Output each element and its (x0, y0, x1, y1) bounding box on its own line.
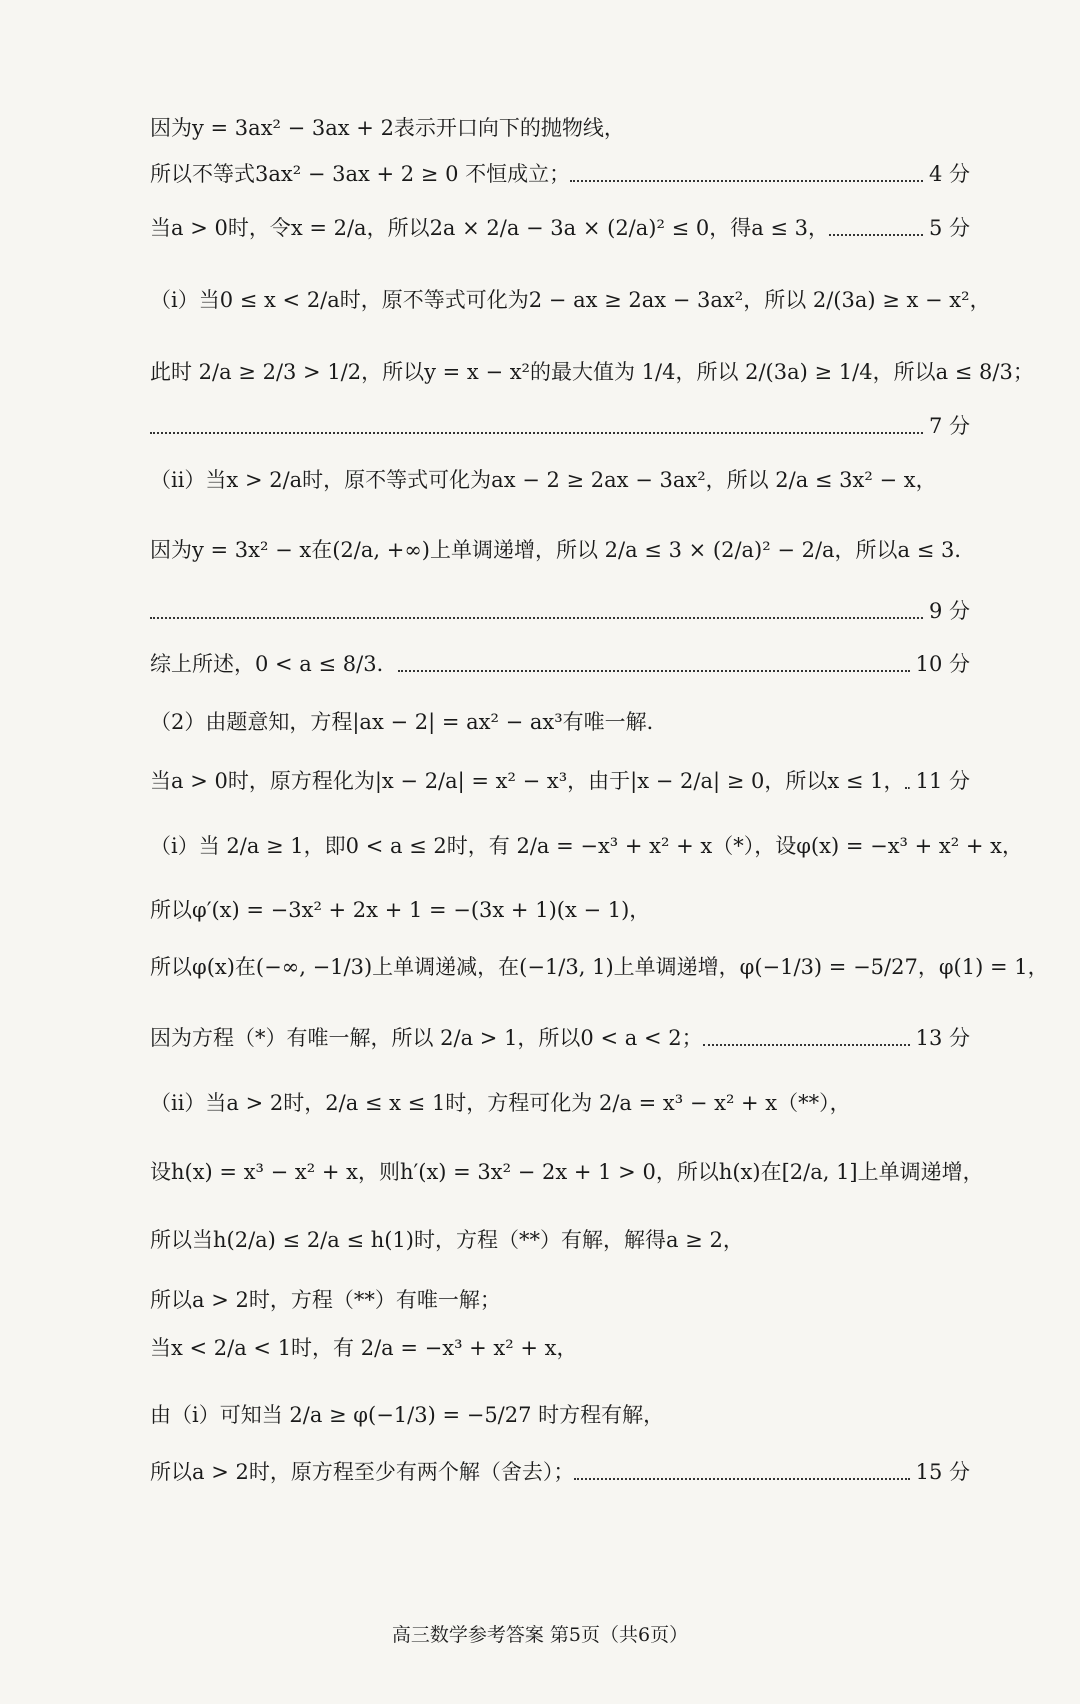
solution-line: 所以φ′(x) = −3x² + 2x + 1 = −(3x + 1)(x − 1)， (150, 898, 651, 922)
score-label: 13 分 (915, 1026, 970, 1050)
solution-line-scored (150, 410, 970, 440)
solution-line-scored: 所以不等式3ax² − 3ax + 2 ≥ 0 不恒成立； 4 分 (150, 158, 970, 188)
dot-leader (703, 1044, 910, 1046)
solution-line: （ii）当x > 2/a时，原不等式可化为ax − 2 ≥ 2ax − 3ax²，所以 2/a ≤ 3x² − x， (150, 468, 937, 492)
score-label: 7 分 (928, 414, 970, 438)
solution-line-scored: 因为方程（*）有唯一解，所以 2/a > 1，所以0 < a < 2； 13 分 (150, 1022, 970, 1052)
solution-line-scored: 综上所述，0 < a ≤ 8/3． 10 分 (150, 648, 970, 678)
solution-line: 此时 2/a ≥ 2/3 > 1/2，所以y = x − x²的最大值为 1/4，所以 2/(3a) ≥ 1/4，所以a ≤ 8/3； (150, 360, 1034, 384)
solution-line-scored (150, 595, 970, 625)
score-label: 9 分 (928, 599, 970, 623)
solution-line: 设h(x) = x³ − x² + x，则h′(x) = 3x² − 2x + 1 > 0，所以h(x)在[2/a, 1]上单调递增， (150, 1160, 984, 1184)
solution-line: 所以a > 2时，方程（**）有唯一解； (150, 1288, 501, 1312)
score-label: 5 分 (928, 216, 970, 240)
solution-line: 所以φ(x)在(−∞, −1/3)上单调递减，在(−1/3, 1)上单调递增，φ(−1/3) = −5/27，φ(1) = 1， (150, 955, 1049, 979)
solution-line: 因为y = 3ax² − 3ax + 2表示开口向下的抛物线， (150, 116, 625, 140)
dot-leader (150, 432, 923, 434)
score-label: 4 分 (928, 162, 970, 186)
dot-leader (570, 180, 923, 182)
solution-line: 当x < 2/a < 1时，有 2/a = −x³ + x² + x， (150, 1336, 578, 1360)
score-label: 10 分 (915, 652, 970, 676)
score-label: 15 分 (915, 1460, 970, 1484)
solution-line: 由（i）可知当 2/a ≥ φ(−1/3) = −5/27 时方程有解， (150, 1403, 665, 1427)
solution-line: （2）由题意知，方程|ax − 2| = ax² − ax³有唯一解． (150, 710, 668, 734)
solution-line: （ii）当a > 2时，2/a ≤ x ≤ 1时，方程可化为 2/a = x³ − x² + x（**）， (150, 1091, 851, 1115)
solution-line-scored: 当a > 0时，令x = 2/a，所以2a × 2/a − 3a × (2/a)² ≤ 0，得a ≤ 3， 5 分 (150, 212, 970, 242)
solution-line-scored: 所以a > 2时，原方程至少有两个解（舍去）； 15 分 (150, 1456, 970, 1486)
solution-line: （i）当0 ≤ x < 2/a时，原不等式可化为2 − ax ≥ 2ax − 3ax²，所以 2/(3a) ≥ x − x²， (150, 288, 991, 312)
solution-line-scored: 当a > 0时，原方程化为|x − 2/a| = x² − x³，由于|x − 2/a| ≥ 0，所以x ≤ 1， 11 分 (150, 765, 970, 795)
solution-line: 因为y = 3x² − x在(2/a, +∞)上单调递增，所以 2/a ≤ 3 × (2/a)² − 2/a，所以a ≤ 3． (150, 538, 976, 562)
page-footer: 高三数学参考答案 第5页（共6页） (391, 1624, 689, 1646)
dot-leader (150, 617, 923, 619)
dot-leader (574, 1478, 909, 1480)
dot-leader (829, 234, 923, 236)
solution-line: 所以当h(2/a) ≤ 2/a ≤ h(1)时，方程（**）有解，解得a ≥ 2， (150, 1228, 744, 1252)
solution-line: （i）当 2/a ≥ 1，即0 < a ≤ 2时，有 2/a = −x³ + x² + x（*），设φ(x) = −x³ + x² + x， (150, 834, 1023, 858)
dot-leader (398, 670, 910, 672)
score-label: 11 分 (915, 769, 970, 793)
dot-leader (905, 787, 910, 789)
